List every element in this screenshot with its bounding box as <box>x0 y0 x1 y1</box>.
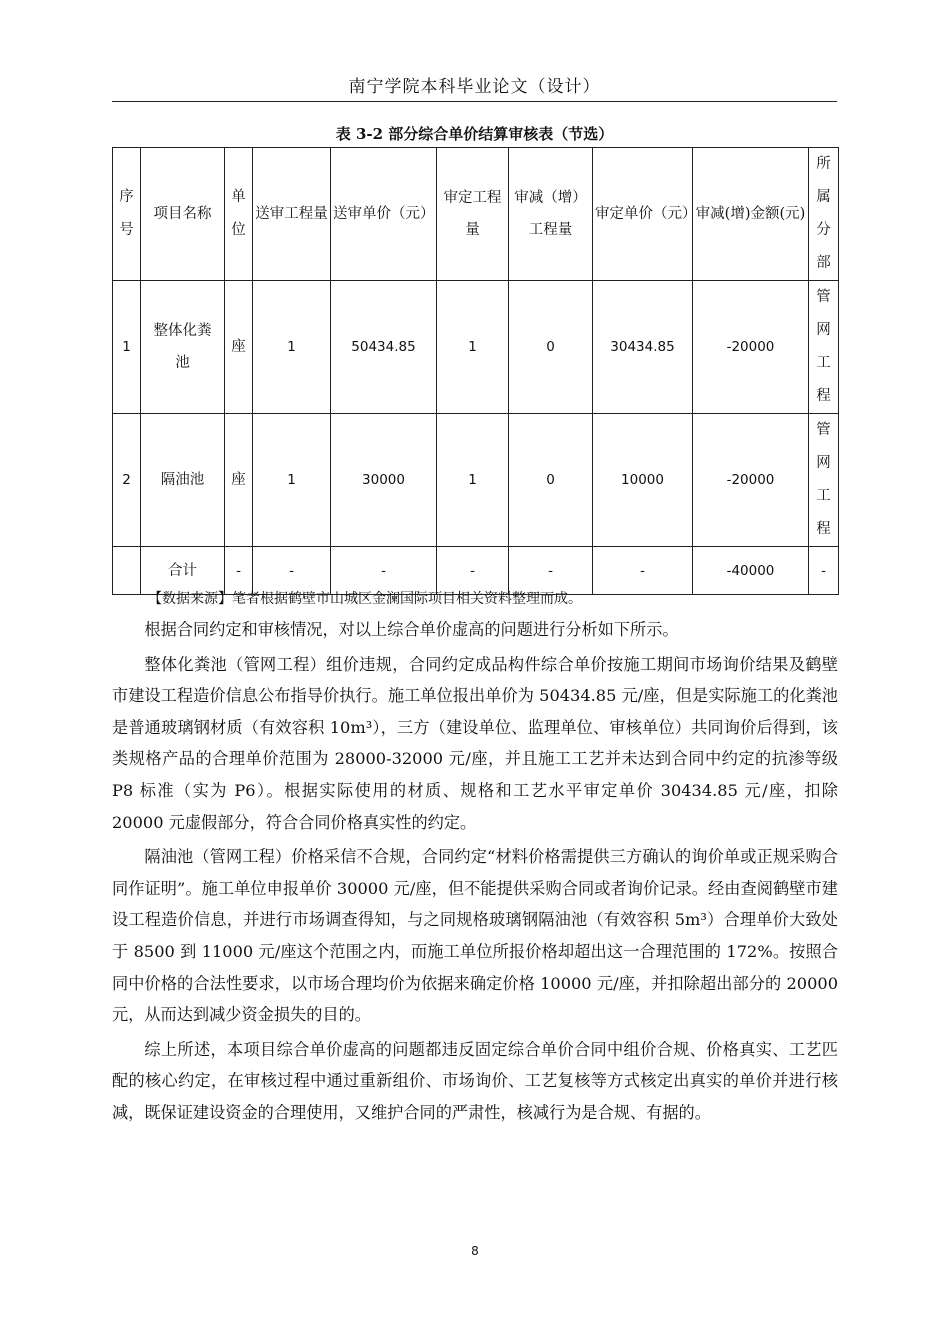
cell-submitted-qty: - <box>253 547 331 595</box>
cell-approved-price: 30434.85 <box>593 281 693 414</box>
cell-diff-amount: -20000 <box>693 414 809 547</box>
col-header-submitted-qty: 送审工程量 <box>253 148 331 281</box>
cell-diff-amount: -20000 <box>693 281 809 414</box>
cell-section: - <box>809 547 839 595</box>
paragraph: 综上所述，本项目综合单价虚高的问题都违反固定综合单价合同中组价合规、价格真实、工艺匹配的核心约定，在审核过程中通过重新组价、市场询价、工艺复核等方式核定出真实的单价并进行核减，既保证建设资金的合理使用，又维护合同的严肃性，核减行为是合规、有据的。 <box>112 1039 838 1122</box>
cell-submitted-price: - <box>331 547 437 595</box>
cell-diff-qty: - <box>509 547 593 595</box>
paragraph: 隔油池（管网工程）价格采信不合规，合同约定“材料价格需提供三方确认的询价单或正规采购合同作证明”。施工单位申报单价 30000 元/座，但不能提供采购合同或者询价记录。经由查阅鹤壁市建设工程造价信息，并进行市场调查得知，与之同规格玻璃钢隔油池（有效容积 5m³）合理单价大致处于 8500 到 11000 元/座这个范围之内，而施工单位所报价格却超出这一合理范围的 172%。按照合同中价格的合法性要求，以市场合理均价为依据来确定价格 10000 元/座，并扣除超出部分的 20000 元，从而达到减少资金损失的目的。 <box>112 847 838 1025</box>
cell-no: 2 <box>113 414 141 547</box>
table-row <box>113 281 839 414</box>
cell-approved-price: 10000 <box>593 414 693 547</box>
page-header-title: 南宁学院本科毕业论文（设计） <box>348 77 601 97</box>
cell-no: 1 <box>113 281 141 414</box>
cell-unit: 座 <box>225 414 253 547</box>
col-header-no: 序号 <box>113 148 141 281</box>
col-header-diff-qty: 审减（增）工程量 <box>509 148 593 281</box>
col-header-name: 项目名称 <box>141 148 225 281</box>
cell-approved-qty: - <box>437 547 509 595</box>
cell-diff-qty: 0 <box>509 281 593 414</box>
body-text <box>112 614 838 1132</box>
col-header-section: 所属分部 <box>809 148 839 281</box>
cell-unit: - <box>225 547 253 595</box>
cell-submitted-qty: 1 <box>253 414 331 547</box>
cell-unit: 座 <box>225 281 253 414</box>
data-source-note: 【数据来源】笔者根据鹤壁市山城区金澜国际项目相关资料整理而成。 <box>148 591 582 607</box>
table-header-row <box>113 148 839 281</box>
table-caption: 表 3-2 部分综合单价结算审核表（节选） <box>335 125 614 143</box>
col-header-approved-price: 审定单价（元） <box>593 148 693 281</box>
cell-name: 整体化粪池 <box>141 281 225 414</box>
cell-submitted-price: 30000 <box>331 414 437 547</box>
paragraph: 整体化粪池（管网工程）组价违规，合同约定成品构件综合单价按施工期间市场询价结果及鹤壁市建设工程造价信息公布指导价执行。施工单位报出单价为 50434.85 元/座，但是实际施工的化粪池是普通玻璃钢材质（有效容积 10m³），三方（建设单位、监理单位、审核单位）共同询价后得到，该类规格产品的合理单价范围为 28000-32000 元/座，并且施工工艺并未达到合同中约定的抗渗等级 P8 标准（实为 P6）。根据实际使用的材质、规格和工艺水平审定单价 30434.85 元/座，扣除 20000 元虚假部分，符合合同价格真实性的约定。 <box>112 654 838 832</box>
cell-no <box>113 547 141 595</box>
cell-diff-qty: 0 <box>509 414 593 547</box>
col-header-unit: 单位 <box>225 148 253 281</box>
cell-approved-qty: 1 <box>437 281 509 414</box>
cell-section: 管网工程 <box>809 281 839 414</box>
cell-name: 隔油池 <box>141 414 225 547</box>
cell-approved-price: - <box>593 547 693 595</box>
col-header-diff-amount: 审减(增)金额(元) <box>693 148 809 281</box>
paragraph: 根据合同约定和审核情况，对以上综合单价虚高的问题进行分析如下所示。 <box>144 620 679 639</box>
col-header-approved-qty: 审定工程量 <box>437 148 509 281</box>
cell-approved-qty: 1 <box>437 414 509 547</box>
audit-table <box>112 147 839 595</box>
col-header-submitted-price: 送审单价（元） <box>331 148 437 281</box>
table-row <box>113 414 839 547</box>
cell-submitted-price: 50434.85 <box>331 281 437 414</box>
header-rule <box>112 101 837 102</box>
cell-total-label: 合计 <box>141 547 225 595</box>
cell-submitted-qty: 1 <box>253 281 331 414</box>
page-number: 8 <box>471 1244 479 1258</box>
cell-total-amount: -40000 <box>693 547 809 595</box>
cell-section: 管网工程 <box>809 414 839 547</box>
